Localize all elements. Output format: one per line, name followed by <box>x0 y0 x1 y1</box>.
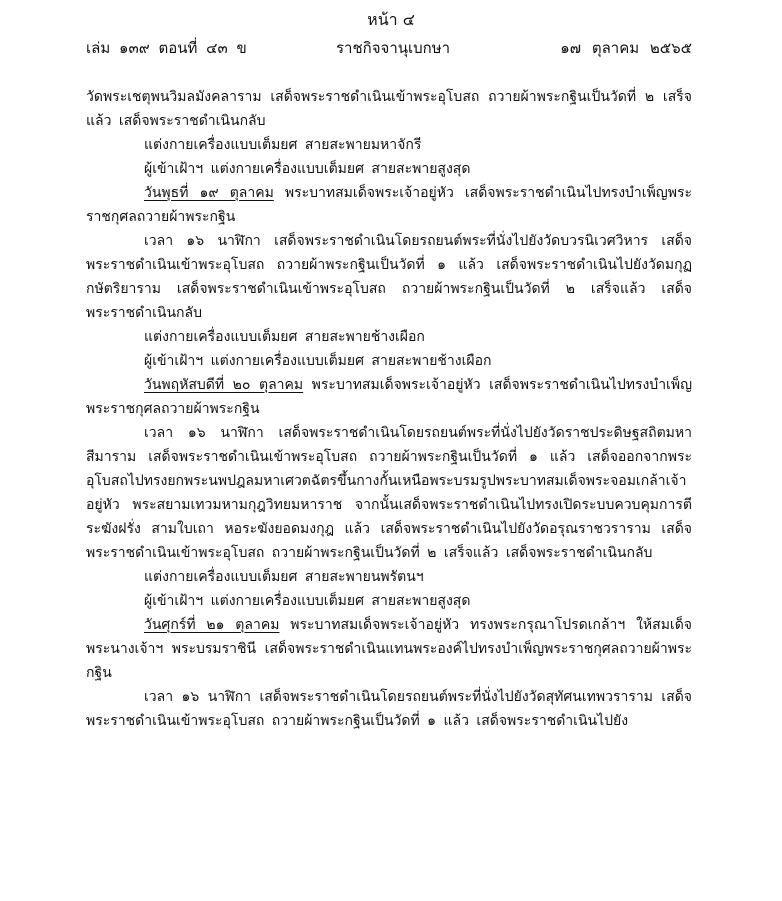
attire-line: ผู้เข้าเฝ้าฯ แต่งกายเครื่องแบบเต็มยศ สายสะพายสูงสุด <box>144 161 471 177</box>
volume-issue: เล่ม ๑๓๙ ตอนที่ ๔๓ ข <box>86 39 247 57</box>
gazette-header <box>86 37 692 59</box>
dated-paragraph <box>86 613 692 685</box>
publication-title: ราชกิจจานุเบกษา <box>336 39 451 57</box>
attire-line: ผู้เข้าเฝ้าฯ แต่งกายเครื่องแบบเต็มยศ สายสะพายช้างเผือก <box>144 353 492 369</box>
publication-date: ๑๗ ตุลาคม ๒๕๖๕ <box>560 39 692 57</box>
attire-line: ผู้เข้าเฝ้าฯ แต่งกายเครื่องแบบเต็มยศ สายสะพายสูงสุด <box>144 593 471 609</box>
paragraph: วัดพระเชตุพนวิมลมังคลาราม เสด็จพระราชดำเนินเข้าพระอุโบสถ ถวายผ้าพระกฐินเป็นวัดที่ ๒ เสร็จแล้ว เสด็จพระราชดำเนินกลับ <box>86 89 692 129</box>
page-number: หน้า ๔ <box>367 10 415 29</box>
document-body <box>86 85 692 733</box>
attire-line: แต่งกายเครื่องแบบเต็มยศ สายสะพายช้างเผือก <box>144 329 425 345</box>
paragraph: เวลา ๑๖ นาฬิกา เสด็จพระราชดำเนินโดยรถยนต์พระที่นั่งไปยังวัดราชประดิษฐสถิตมหาสีมาราม เสด็จพระราชดำเนินเข้าพระอุโบสถ ถวายผ้าพระกฐินเป็นวัดที่ ๑ แล้ว เสด็จออกจากพระอุโบสถไปทรงยกพระนพปฎลมหาเศวตฉัตรขึ้นกางกั้นเหนือพระบรมรูปพระบาทสมเด็จพระจอมเกล้าเจ้าอยู่หัว พระสยามเทวมหามกุฎวิทยมหาราช จากนั้นเสด็จพระราชดำเนินไปทรงเปิดระบบควบคุมการตีระฆังฝรั่ง สามใบเถา หอระฆังยอดมงกุฎ แล้ว เสด็จพระราชดำเนินไปยังวัดอรุณราชวราราม เสด็จพระราชดำเนินเข้าพระอุโบสถ ถวายผ้าพระกฐินเป็นวัดที่ ๒ เสร็จแล้ว เสด็จพระราชดำเนินกลับ <box>86 425 692 561</box>
attire-line: แต่งกายเครื่องแบบเต็มยศ สายสะพายนพรัตนฯ <box>144 569 424 585</box>
date-label: วันพฤหัสบดีที่ ๒๐ ตุลาคม <box>144 377 304 393</box>
paragraph-text: พระบาทสมเด็จพระเจ้าอยู่หัว เสด็จพระราชดำเนินไปทรงบำเพ็ญพระราชกุศลถวายผ้าพระกฐิน <box>86 185 692 225</box>
paragraph-text: พระบาทสมเด็จพระเจ้าอยู่หัว เสด็จพระราชดำเนินไปทรงบำเพ็ญพระราชกุศลถวายผ้าพระกฐิน <box>86 377 692 417</box>
date-label: วันศุกร์ที่ ๒๑ ตุลาคม <box>144 617 280 633</box>
paragraph: เวลา ๑๖ นาฬิกา เสด็จพระราชดำเนินโดยรถยนต์พระที่นั่งไปยังวัดสุทัศนเทพวราราม เสด็จพระราชดำเนินเข้าพระอุโบสถ ถวายผ้าพระกฐินเป็นวัดที่ ๑ แล้ว เสด็จพระราชดำเนินไปยัง <box>86 689 692 729</box>
paragraph-text: พระบาทสมเด็จพระเจ้าอยู่หัว ทรงพระกรุณาโปรดเกล้าฯ ให้สมเด็จพระนางเจ้าฯ พระบรมราชินี เสด็จพระราชดำเนินแทนพระองค์ไปทรงบำเพ็ญพระราชกุศลถวายผ้าพระกฐิน <box>86 617 693 681</box>
paragraph: เวลา ๑๖ นาฬิกา เสด็จพระราชดำเนินโดยรถยนต์พระที่นั่งไปยังวัดบวรนิเวศวิหาร เสด็จพระราชดำเนินเข้าพระอุโบสถ ถวายผ้าพระกฐินเป็นวัดที่ ๑ แล้ว เสด็จพระราชดำเนินไปยังวัดมกุฏกษัตริยาราม เสด็จพระราชดำเนินเข้าพระอุโบสถ ถวายผ้าพระกฐินเป็นวัดที่ ๒ เสร็จแล้ว เสด็จพระราชดำเนินกลับ <box>86 233 693 321</box>
dated-paragraph <box>86 181 692 229</box>
attire-line: แต่งกายเครื่องแบบเต็มยศ สายสะพายมหาจักรี <box>144 137 422 153</box>
dated-paragraph <box>86 373 692 421</box>
date-label: วันพุธที่ ๑๙ ตุลาคม <box>144 185 274 201</box>
